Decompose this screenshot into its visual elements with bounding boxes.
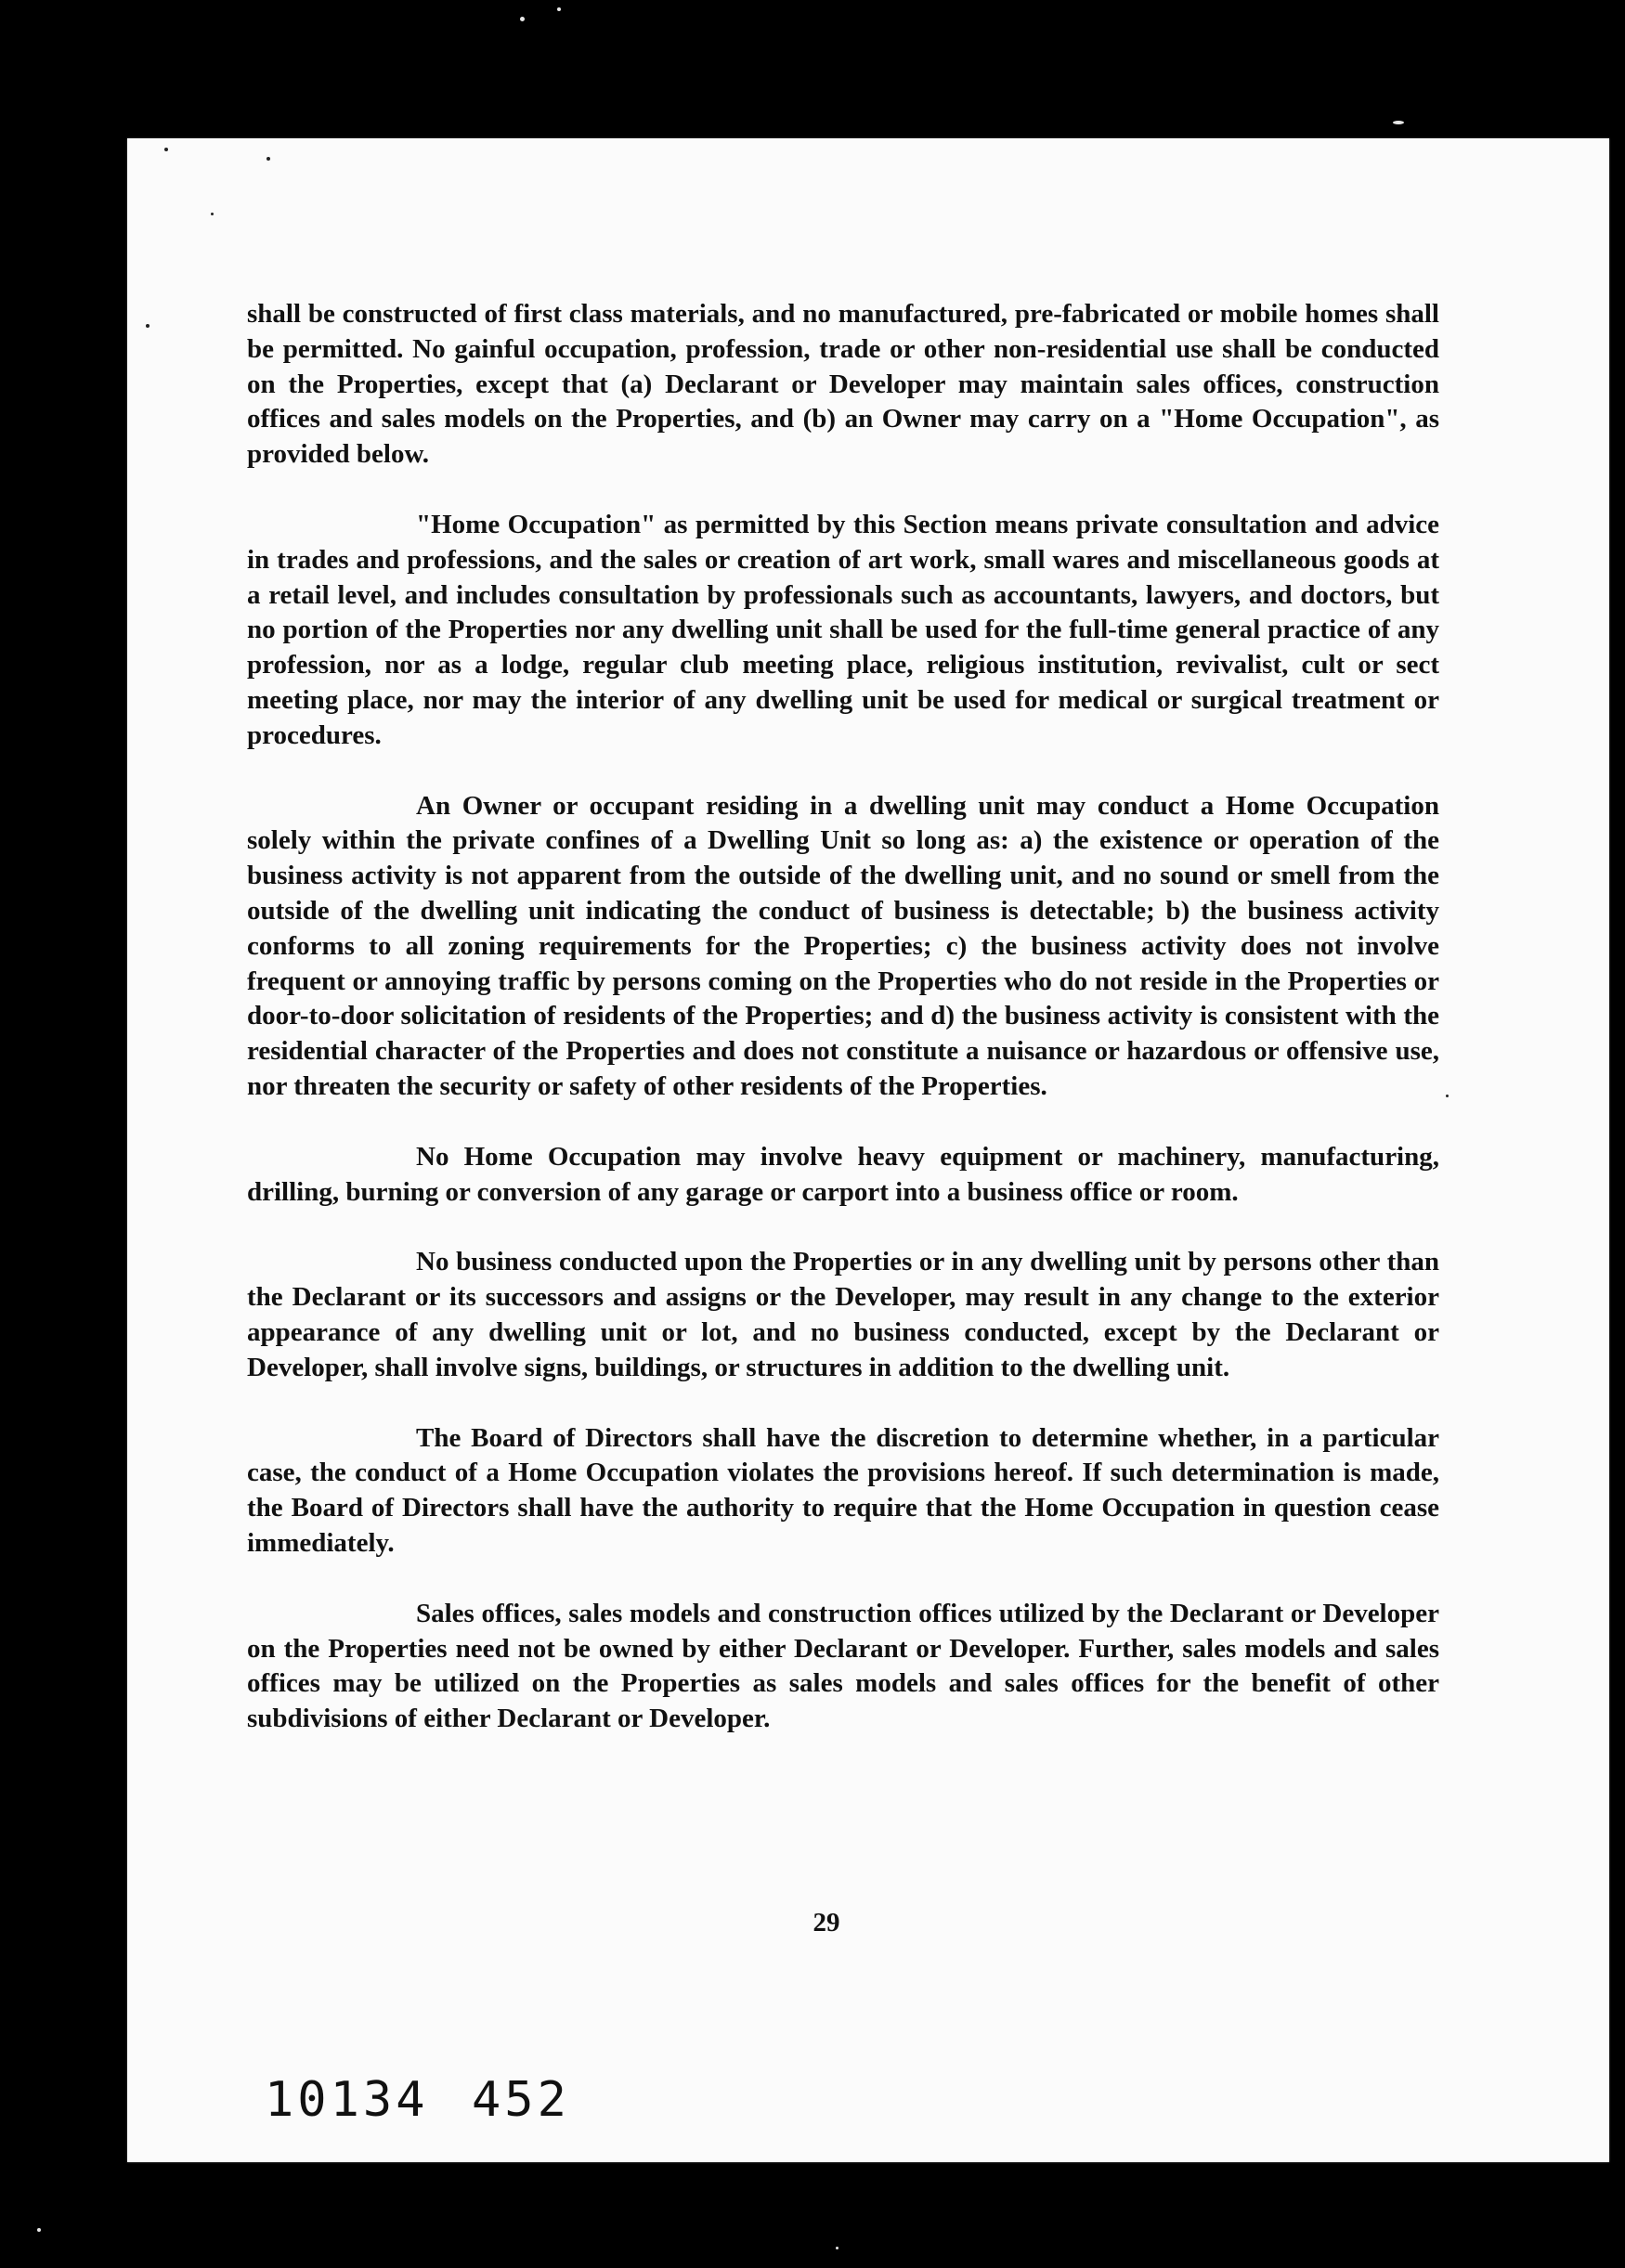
scan-speck [164,148,168,151]
page-number: 29 [812,1908,840,1938]
scan-speck [557,7,561,11]
paragraph-home-occupation-definition: "Home Occupation" as permitted by this Section means private consultation and advice in trades and professions, and the sales or creation of art work, small wares and miscellaneous goods at a retail level, and includes consultation by professionals such as accountants, lawyers, and doctors, but no portion of the Properties nor any dwelling unit shall be used for the full-time general practice of any profession, nor as a lodge, regular club meeting place, religious institution, revivalist, cult or sect meeting place, nor may the interior of any dwelling unit be used for medical or surgical treatment or procedures. [247,509,1439,750]
scan-speck [211,213,214,215]
scan-speck [1393,121,1404,124]
paragraph-exterior-appearance: No business conducted upon the Properties or in any dwelling unit by persons other than the Declarant or its successors and assigns or the Developer, may result in any change to the exterior appearance of any dwelling unit or lot, and no business conducted, except by the Declarant or Developer, shall involve signs, buildings, or structures in addition to the dwelling unit. [247,1247,1439,1382]
scan-speck [146,324,150,328]
scan-speck [836,2247,838,2249]
paragraph-home-occupation-conditions: An Owner or occupant residing in a dwelling unit may conduct a Home Occupation solely within the private confines of a Dwelling Unit so long as: a) the existence or operation of the business activity is not apparent from the outside of the dwelling unit, and no sound or smell from the outside of the dwelling unit indicating the conduct of business is detectable; b) the business activity conforms to all zoning requirements for the Properties; c) the business activity does not involve frequent or annoying traffic by persons coming on the Properties who do not reside in the Properties or door-to-door solicitation of residents of the Properties; and d) the business activity is consistent with the residential character of the Properties and does not constitute a nuisance or hazardous or offensive use, nor threaten the security or safety of other residents of the Properties. [247,790,1439,1101]
recording-stamp-book: 10134 [265,2072,429,2128]
paragraph-board-discretion: The Board of Directors shall have the discretion to determine whether, in a particular case, the conduct of a Home Occupation violates the provisions hereof. If such determination is made, the Board of Directors shall have the authority to require that the Home Occupation in question cease immediately. [247,1422,1439,1558]
recording-stamp-page: 452 [472,2072,570,2128]
document-body [247,297,1439,1772]
paragraph-sales-offices: Sales offices, sales models and construction offices utilized by the Declarant or Developer on the Properties need not be owned by either Declarant or Developer. Further, sales models and sales offices may be utilized on the Properties as sales models and sales offices for the benefit of other subdivisions of either Declarant or Developer. [247,1598,1439,1734]
scan-speck [266,157,270,161]
scan-speck [37,2228,41,2232]
paragraph-construction-materials: shall be constructed of first class materials, and no manufactured, pre-fabricated or mobile homes shall be permitted. No gainful occupation, profession, trade or other non-residential use shall be conducted on the Properties, except that (a) Declarant or Developer may maintain sales offices, construction offices and sales models on the Properties, and (b) an Owner may carry on a "Home Occupation", as provided below. [247,299,1439,470]
scan-speck [1446,1095,1449,1097]
paragraph-heavy-equipment: No Home Occupation may involve heavy equipment or machinery, manufacturing, drilling, burning or conversion of any garage or carport into a business office or room. [247,1141,1439,1207]
scan-speck [520,17,525,21]
